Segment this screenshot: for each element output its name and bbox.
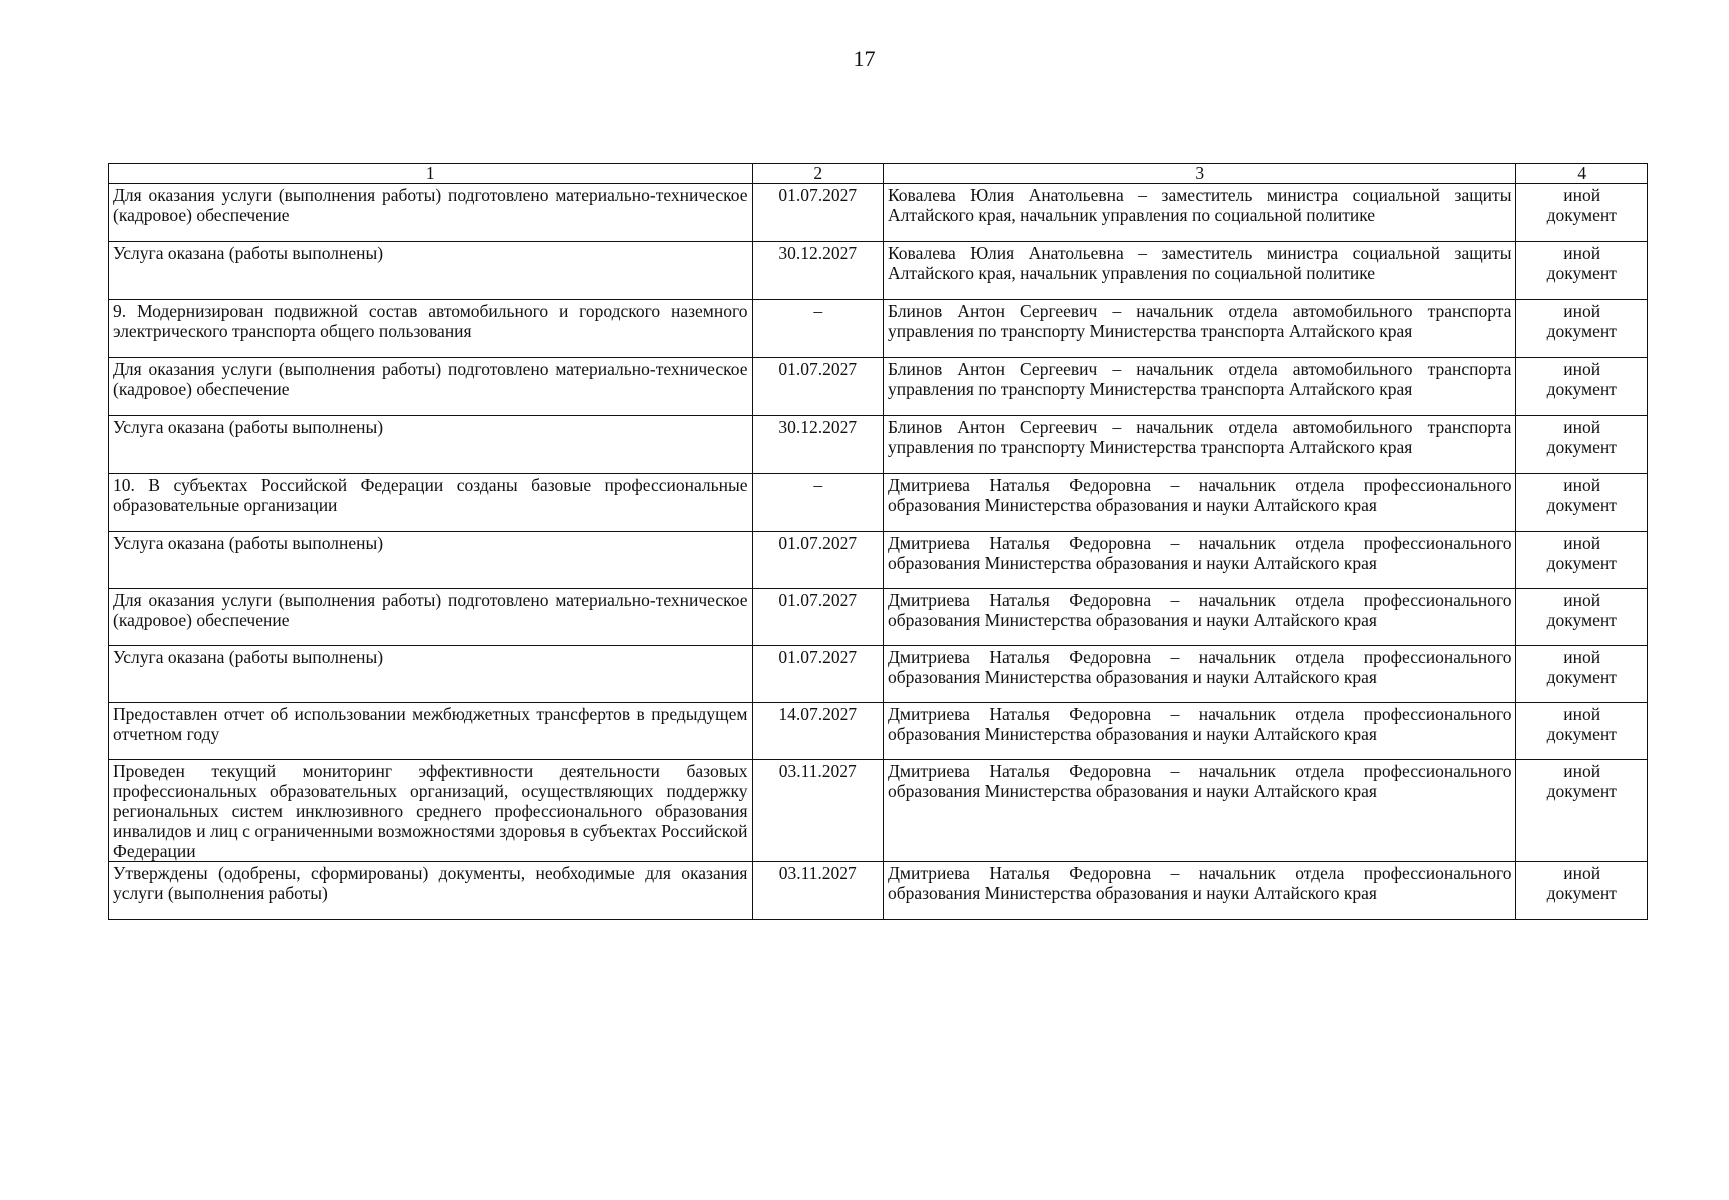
responsible-cell: Дмитриева Наталья Федоровна – начальник отдела профессионального образования Министерства образования и науки Алтайского края bbox=[884, 532, 1516, 589]
document-type-cell bbox=[1516, 646, 1648, 703]
document-type-line-2: документ bbox=[1546, 379, 1617, 399]
document-type-cell bbox=[1516, 760, 1648, 862]
responsible-cell: Дмитриева Наталья Федоровна – начальник отдела профессионального образования Министерства образования и науки Алтайского края bbox=[884, 589, 1516, 646]
document-type-line-1: иной bbox=[1563, 590, 1601, 610]
table-row bbox=[109, 416, 1648, 474]
date-cell: 30.12.2027 bbox=[752, 416, 884, 474]
responsible-cell: Дмитриева Наталья Федоровна – начальник отдела профессионального образования Министерства образования и науки Алтайского края bbox=[884, 474, 1516, 532]
date-cell: 03.11.2027 bbox=[752, 862, 884, 920]
document-type-line-1: иной bbox=[1563, 417, 1601, 437]
table-body bbox=[109, 184, 1648, 920]
date-cell: 01.07.2027 bbox=[752, 532, 884, 589]
table-row bbox=[109, 300, 1648, 358]
document-type-line-1: иной bbox=[1563, 647, 1601, 667]
date-cell: 14.07.2027 bbox=[752, 703, 884, 760]
document-type-line-2: документ bbox=[1546, 263, 1617, 283]
document-type-cell bbox=[1516, 300, 1648, 358]
date-cell: 03.11.2027 bbox=[752, 760, 884, 862]
document-type-cell bbox=[1516, 589, 1648, 646]
date-cell: 01.07.2027 bbox=[752, 646, 884, 703]
document-type-line-1: иной bbox=[1563, 533, 1601, 553]
event-cell: Для оказания услуги (выполнения работы) подготовлено материально-техническое (кадровое) обеспечение bbox=[109, 589, 753, 646]
date-cell: – bbox=[752, 300, 884, 358]
table-row bbox=[109, 474, 1648, 532]
document-type-cell bbox=[1516, 416, 1648, 474]
column-header-2: 2 bbox=[752, 164, 884, 184]
header-row bbox=[109, 164, 1648, 184]
date-cell: 01.07.2027 bbox=[752, 358, 884, 416]
document-type-line-1: иной bbox=[1563, 704, 1601, 724]
date-cell: 01.07.2027 bbox=[752, 184, 884, 242]
document-type-line-2: документ bbox=[1546, 667, 1617, 687]
table-row bbox=[109, 358, 1648, 416]
event-cell: Для оказания услуги (выполнения работы) подготовлено материально-техническое (кадровое) обеспечение bbox=[109, 184, 753, 242]
document-type-line-1: иной bbox=[1563, 761, 1601, 781]
column-header-3: 3 bbox=[884, 164, 1516, 184]
event-cell: Предоставлен отчет об использовании межбюджетных трансфертов в предыдущем отчетном году bbox=[109, 703, 753, 760]
document-type-line-1: иной bbox=[1563, 475, 1601, 495]
event-cell: 9. Модернизирован подвижной состав автомобильного и городского наземного электрического транспорта общего пользования bbox=[109, 300, 753, 358]
document-type-line-2: документ bbox=[1546, 205, 1617, 225]
event-cell: Утверждены (одобрены, сформированы) документы, необходимые для оказания услуги (выполнения работы) bbox=[109, 862, 753, 920]
document-type-cell bbox=[1516, 184, 1648, 242]
document-type-line-2: документ bbox=[1546, 883, 1617, 903]
events-table bbox=[108, 163, 1648, 920]
event-cell: Для оказания услуги (выполнения работы) подготовлено материально-техническое (кадровое) обеспечение bbox=[109, 358, 753, 416]
document-type-line-2: документ bbox=[1546, 437, 1617, 457]
table-row bbox=[109, 242, 1648, 300]
table-header bbox=[109, 164, 1648, 184]
document-type-cell bbox=[1516, 242, 1648, 300]
document-type-line-1: иной bbox=[1563, 359, 1601, 379]
responsible-cell: Ковалева Юлия Анатольевна – заместитель министра социальной защиты Алтайского края, начальник управления по социальной политике bbox=[884, 184, 1516, 242]
document-type-cell bbox=[1516, 358, 1648, 416]
event-cell: 10. В субъектах Российской Федерации созданы базовые профессиональные образовательные организации bbox=[109, 474, 753, 532]
event-cell: Проведен текущий мониторинг эффективности деятельности базовых профессиональных образовательных организаций, осуществляющих поддержку региональных систем инклюзивного среднего профессионального образования инвалидов и лиц с ограниченными возможностями здоровья в субъектах Российской Федерации bbox=[109, 760, 753, 862]
document-type-line-2: документ bbox=[1546, 553, 1617, 573]
event-cell: Услуга оказана (работы выполнены) bbox=[109, 646, 753, 703]
table-row bbox=[109, 760, 1648, 862]
document-type-line-2: документ bbox=[1546, 495, 1617, 515]
document-type-line-2: документ bbox=[1546, 781, 1617, 801]
document-type-line-1: иной bbox=[1563, 243, 1601, 263]
event-cell: Услуга оказана (работы выполнены) bbox=[109, 416, 753, 474]
responsible-cell: Ковалева Юлия Анатольевна – заместитель министра социальной защиты Алтайского края, начальник управления по социальной политике bbox=[884, 242, 1516, 300]
table-row bbox=[109, 862, 1648, 920]
event-cell: Услуга оказана (работы выполнены) bbox=[109, 532, 753, 589]
event-cell: Услуга оказана (работы выполнены) bbox=[109, 242, 753, 300]
table-row bbox=[109, 589, 1648, 646]
document-type-line-1: иной bbox=[1563, 301, 1601, 321]
responsible-cell: Блинов Антон Сергеевич – начальник отдела автомобильного транспорта управления по транспорту Министерства транспорта Алтайского края bbox=[884, 358, 1516, 416]
table-row bbox=[109, 532, 1648, 589]
document-type-line-2: документ bbox=[1546, 724, 1617, 744]
date-cell: 30.12.2027 bbox=[752, 242, 884, 300]
date-cell: 01.07.2027 bbox=[752, 589, 884, 646]
document-type-line-2: документ bbox=[1546, 321, 1617, 341]
document-type-cell bbox=[1516, 862, 1648, 920]
document-type-line-1: иной bbox=[1563, 863, 1601, 883]
responsible-cell: Дмитриева Наталья Федоровна – начальник отдела профессионального образования Министерства образования и науки Алтайского края bbox=[884, 646, 1516, 703]
table-row bbox=[109, 703, 1648, 760]
document-type-cell bbox=[1516, 703, 1648, 760]
document-type-line-2: документ bbox=[1546, 610, 1617, 630]
responsible-cell: Дмитриева Наталья Федоровна – начальник отдела профессионального образования Министерства образования и науки Алтайского края bbox=[884, 862, 1516, 920]
responsible-cell: Дмитриева Наталья Федоровна – начальник отдела профессионального образования Министерства образования и науки Алтайского края bbox=[884, 703, 1516, 760]
document-type-cell bbox=[1516, 474, 1648, 532]
table-row bbox=[109, 184, 1648, 242]
responsible-cell: Блинов Антон Сергеевич – начальник отдела автомобильного транспорта управления по транспорту Министерства транспорта Алтайского края bbox=[884, 300, 1516, 358]
column-header-1: 1 bbox=[109, 164, 753, 184]
responsible-cell: Дмитриева Наталья Федоровна – начальник отдела профессионального образования Министерства образования и науки Алтайского края bbox=[884, 760, 1516, 862]
document-type-cell bbox=[1516, 532, 1648, 589]
date-cell: – bbox=[752, 474, 884, 532]
column-header-4: 4 bbox=[1516, 164, 1648, 184]
table-row bbox=[109, 646, 1648, 703]
responsible-cell: Блинов Антон Сергеевич – начальник отдела автомобильного транспорта управления по транспорту Министерства транспорта Алтайского края bbox=[884, 416, 1516, 474]
page-number: 17 bbox=[853, 46, 876, 71]
document-type-line-1: иной bbox=[1563, 185, 1601, 205]
